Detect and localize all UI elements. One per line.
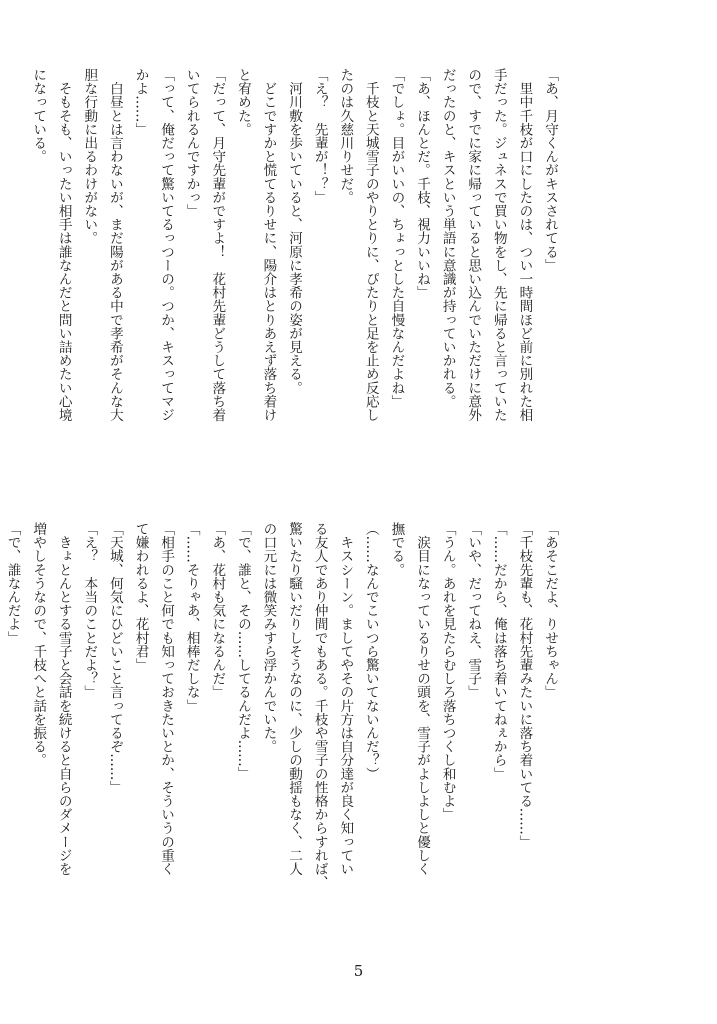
text-line: る友人であり仲間でもある。千枝や雪子の性格からすれば、 <box>311 522 328 890</box>
text-line: 河川敷を歩いていると、河原に孝希の姿が見える。 <box>286 68 303 395</box>
text-line: 涙目になっているりせの頭を、雪子がよしよしと優しく <box>414 522 431 876</box>
text-line: 「でしょ。目がいいの、ちょっとした自慢なんだよね」 <box>388 68 405 408</box>
text-line: 撫でる。 <box>388 522 405 577</box>
text-line: 「千枝先輩も、花村先輩みたいに落ち着いてる……」 <box>516 522 533 849</box>
text-line: 「いや、だってねえ、雪子」 <box>465 522 482 699</box>
text-line: そもそも、いったい相手は誰なんだと問い詰めたい心境 <box>55 68 72 422</box>
text-line: 「あ、月守くんがキスされてる」 <box>542 68 558 272</box>
text-line: 「あ、ほんとだ。千枝、視力いいね」 <box>414 68 431 300</box>
text-line: どこですかと慌てるりせに、陽介はとりあえず落ち着け <box>260 68 277 422</box>
text-line: 「……だから、俺は落ち着いてねぇから」 <box>490 522 507 781</box>
text-line: 「……そりゃあ、相棒だしな」 <box>183 522 200 713</box>
text-line: 里中千枝が口にしたのは、つい一時間ほど前に別れた相 <box>516 68 533 422</box>
text-line: たのは久慈川りせだ。 <box>337 68 354 204</box>
text-line: 「で、誰なんだよ」 <box>4 522 21 645</box>
text-line: いてられるんですかっ」 <box>183 68 200 218</box>
text-line: 「うん。あれを見たらむしろ落ちつくし和むよ」 <box>439 522 456 822</box>
text-line: 「あ、花村も気になるんだ」 <box>209 522 226 699</box>
text-line: の口元には微笑みすら浮かんでいた。 <box>260 522 277 754</box>
text-line: と宥めた。 <box>234 68 251 136</box>
text-line: （……なんでこいつら驚いてないんだ？） <box>362 522 379 781</box>
text-line: キスシーン。ましてやその片方は自分達が良く知ってい <box>337 522 354 876</box>
text-line: 白昼とは言わないが、まだ陽がある中で孝希がそんな大 <box>106 68 123 422</box>
text-line: 「え？ 本当のことだよ？」 <box>81 522 98 699</box>
text-line: 「って、俺だって驚いてるっつーの。つか、キスってマジ <box>158 68 175 422</box>
text-line: 「あそこだよ、りせちゃん」 <box>542 522 558 699</box>
text-line: ので、すでに家に帰っていると思い込んでいただけに意外 <box>465 68 482 422</box>
lower-text-block <box>4 522 562 914</box>
text-line: 「で、誰と、その……してるんだよ……」 <box>234 522 251 781</box>
text-line: かよ……」 <box>132 68 149 136</box>
text-line: きょとんとする雪子と会話を続けると自らのダメージを <box>55 522 72 876</box>
text-line: 驚いたり騒いだりしそうなのに、少しの動揺もなく、二人 <box>286 522 303 876</box>
text-line: 「相手のこと何でも知っておきたいとか、そういうの重く <box>158 522 175 876</box>
page-number: 5 <box>353 962 364 980</box>
text-line: 手だった。ジュネスで買い物をし、先に帰ると言っていた <box>490 68 507 422</box>
text-line: 千枝と天城雪子のやりとりに、ぴたりと足を止め反応し <box>362 68 379 422</box>
upper-text-block <box>30 68 562 460</box>
text-line: 「え？ 先輩が！？」 <box>311 68 328 204</box>
text-line: 胆な行動に出るわけがない。 <box>81 68 98 245</box>
text-line: 増やしそうなので、千枝へと話を振る。 <box>30 522 47 767</box>
text-line: 「だって、月守先輩がですよ！ 花村先輩どうして落ち着 <box>209 68 226 422</box>
text-line: だったのと、キスという単語に意識が持っていかれる。 <box>439 68 456 408</box>
text-line: になっている。 <box>30 68 47 164</box>
text-line: て嫌われるよ、花村君」 <box>132 522 149 672</box>
text-line: 「天城、何気にひどいこと言ってるぞ……」 <box>106 522 123 794</box>
